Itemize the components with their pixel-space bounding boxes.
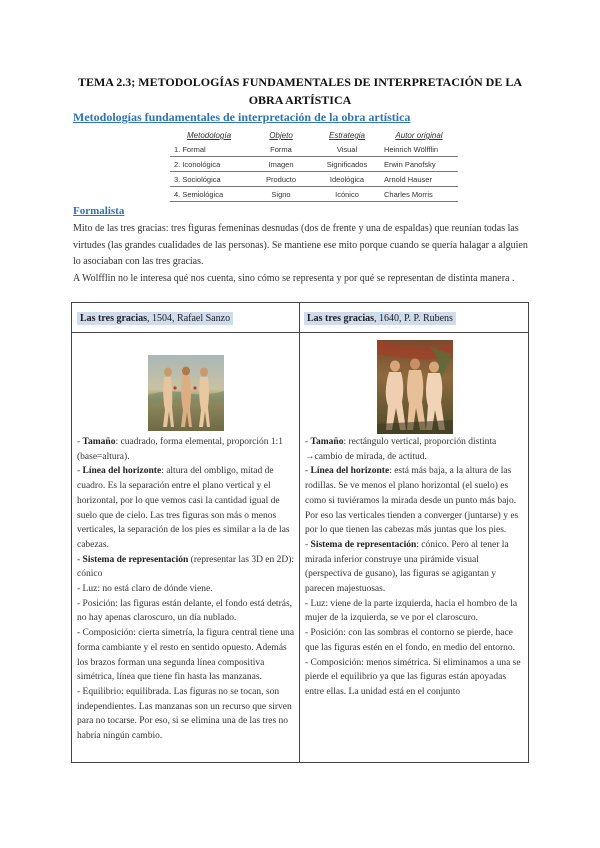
methods-table-header [170,131,458,142]
analysis-item: - Línea del horizonte: altura del ombligo, mitad de cuadro. Es la separación entre el plano vertical y el horizontal, por lo que vemos casi la cantidad igual de suelo que de cielo. Las tres figuras son más o menos verticales, la separación de los pies es similar a la de las cabezas. [77,466,290,550]
subsection-heading: Formalista [73,205,125,217]
analysis-item: - Posición: las figuras están delante, el fondo está detrás, no hay apenas claroscuro, un día nublado. [77,598,293,624]
item-text: Composición: menos simétrica. Si eliminamos a una se pierde el equilibrio ya que las figuras están apoyadas entre ellas. La unidad está en el conjunto [305,657,521,697]
table-row [170,172,458,187]
table-row [170,157,458,172]
analysis-item: - Tamaño: rectángulo vertical, proporción distinta →cambio de mirada, de actitud. [305,437,497,462]
item-label: Sistema de representación [310,539,417,550]
item-text: Luz: viene de la parte izquierda, hacia el hombro de la mujer de la izquierda, se ve por el claroscuro. [305,598,518,624]
analysis-item: - Luz: no está claro de dónde viene. [77,584,213,595]
item-label: Sistema de representación [82,554,189,565]
right-analysis [305,435,524,700]
analysis-item: - Luz: viene de la parte izquierda, hacia el hombro de la mujer de la izquierda, se ve por el claroscuro. [305,598,518,624]
artwork-meta: , 1504, Rafael Sanzo [147,313,231,324]
analysis-item: - Sistema de representación (representar las 3D en 2D): cónico [77,554,295,580]
analysis-item: - Posición: con las sombras el contorno se pierde, hace que las figuras estén en el fondo, en medio del entorno. [305,628,515,653]
intro-paragraph: A Wolfflin no le interesa qué nos cuenta, sino cómo se representa y por qué se representan de distinta manera . [73,272,515,284]
comparison-table [71,302,529,763]
item-label: Línea del horizonte [82,466,162,477]
analysis-item: - Sistema de representación: cónico. Pero al tener la mirada inferior construye una pirámide visual (perspectiva de gusano), las figuras se agigantan y parecen majestuosas. [305,539,509,595]
item-text: Posición: las figuras están delante, el fondo está detrás, no hay apenas claroscuro, un día nublado. [77,598,293,624]
analysis-item: - Composición: menos simétrica. Si eliminamos a una se pierde el equilibrio ya que las figuras están apoyadas entre ellas. La unidad está en el conjunto [305,657,521,697]
analysis-item: - Tamaño: cuadrado, forma elemental, proporción 1:1 (base=altura). [77,437,283,462]
table-cell: Producto [248,172,314,187]
table-row [170,142,458,157]
section-heading: Metodologías fundamentales de interpretación de la obra artística [73,110,411,124]
table-cell: Heinrich Wölfflin [380,142,458,157]
column-divider [299,303,300,762]
header-cell: Autor original [395,131,443,140]
painting-rubens-image [377,340,453,434]
item-text: (representar las 3D en 2D): cónico [77,554,295,580]
table-cell: Signo [248,187,314,202]
table-cell: Ideológica [314,172,380,187]
methods-table [170,131,458,202]
intro-text [73,221,528,287]
page-title: TEMA 2.3; METODOLOGÍAS FUNDAMENTALES DE INTERPRETACIÓN DE LA OBRA ARTÍSTICA [77,75,523,107]
header-divider [72,332,528,333]
painting-raphael-image [148,355,224,431]
artwork-meta: , 1640, P. P. Rubens [374,313,453,324]
item-label: Tamaño [82,437,116,447]
header-cell: Metodología [186,131,232,140]
table-cell: Arnold Hauser [380,172,458,187]
left-column-header [77,312,233,325]
item-text: : rectángulo vertical, proporción distinta →cambio de mirada, de actitud. [305,437,497,462]
table-cell: 3. Sociológica [170,172,248,187]
table-cell: 2. Iconológica [170,157,248,172]
header-cell: Estrategia [328,131,366,140]
item-text: : cuadrado, forma elemental, proporción 1:1 (base=altura). [77,437,283,462]
table-cell: 4. Semiológica [170,187,248,202]
table-cell: Visual [314,142,380,157]
analysis-item: - Línea del horizonte: está más baja, a la altura de las rodillas. Se ve menos el plano horizontal (el suelo) es como si tuviéramos la mirada desde un punto más bajo. Por eso las verticales tienden a converger (juntarse) y es por lo que tienen las cabezas más juntas que los pies. [305,466,519,536]
item-text: Luz: no está claro de dónde viene. [82,584,213,595]
item-text: Equilibrio: equilibrada. Las figuras no se tocan, son independientes. Las manzanas son un recurso que sirven para no tocarse. Por eso, si se elimina una de las tres no habría ningún cambio. [77,686,292,742]
item-label: Línea del horizonte [310,466,390,477]
table-cell: Erwin Panofsky [380,157,458,172]
item-text: : está más baja, a la altura de las rodillas. Se ve menos el plano horizontal (el suelo) es como si tuviéramos la mirada desde un punto más bajo. Por eso las verticales tienden a converger (juntarse) y es por lo que tienen las cabezas más juntas que los pies. [305,466,519,536]
table-cell: Significados [314,157,380,172]
table-cell: Charles Morris [380,187,458,202]
item-text: Posición: con las sombras el contorno se pierde, hace que las figuras estén en el fondo, en medio del entorno. [305,628,515,653]
intro-paragraph: Mito de las tres gracias: tres figuras femeninas desnudas (dos de frente y una de espaldas) que reunían todas las virtudes (las grandes cualidades de las personas). Se mantiene ese mito porque cuando se quería halagar a alguien lo asociaban con las tres gracias. [73,223,528,267]
item-text: Composición: cierta simetría, la figura central tiene una forma cambiante y el resto en sentido opuesto. Además los brazos forman una segunda línea compositiva simétrica, línea que tiene fin hasta las manzanas. [77,628,295,683]
table-cell: Icónico [314,187,380,202]
item-label: Tamaño [310,437,344,447]
table-cell: Forma [248,142,314,157]
artwork-title: Las tres gracias [307,313,375,324]
analysis-item: - Composición: cierta simetría, la figura central tiene una forma cambiante y el resto en sentido opuesto. Además los brazos forman una segunda línea compositiva simétrica, línea que tiene fin hasta las manzanas. [77,628,295,683]
item-text: : altura del ombligo, mitad de cuadro. Es la separación entre el plano vertical y el horizontal, por lo que vemos casi la cantidad igual de suelo que de cielo. Las tres figuras son más o menos verticales, la separación de los pies es similar a la de las cabezas. [77,466,290,550]
analysis-item: - Equilibrio: equilibrada. Las figuras no se tocan, son independientes. Las manzanas son un recurso que sirven para no tocarse. Por eso, si se elimina una de las tres no habría ningún cambio. [77,686,292,742]
table-cell: Imagen [248,157,314,172]
artwork-title: Las tres gracias [80,313,148,324]
left-analysis [77,435,296,744]
table-cell: 1. Formal [170,142,248,157]
table-row [170,187,458,202]
right-column-header [304,312,456,325]
header-cell: Objeto [269,131,293,140]
item-text: : cónico. Pero al tener la mirada inferior construye una pirámide visual (perspectiva de gusano), las figuras se agigantan y parecen majestuosas. [305,539,509,595]
